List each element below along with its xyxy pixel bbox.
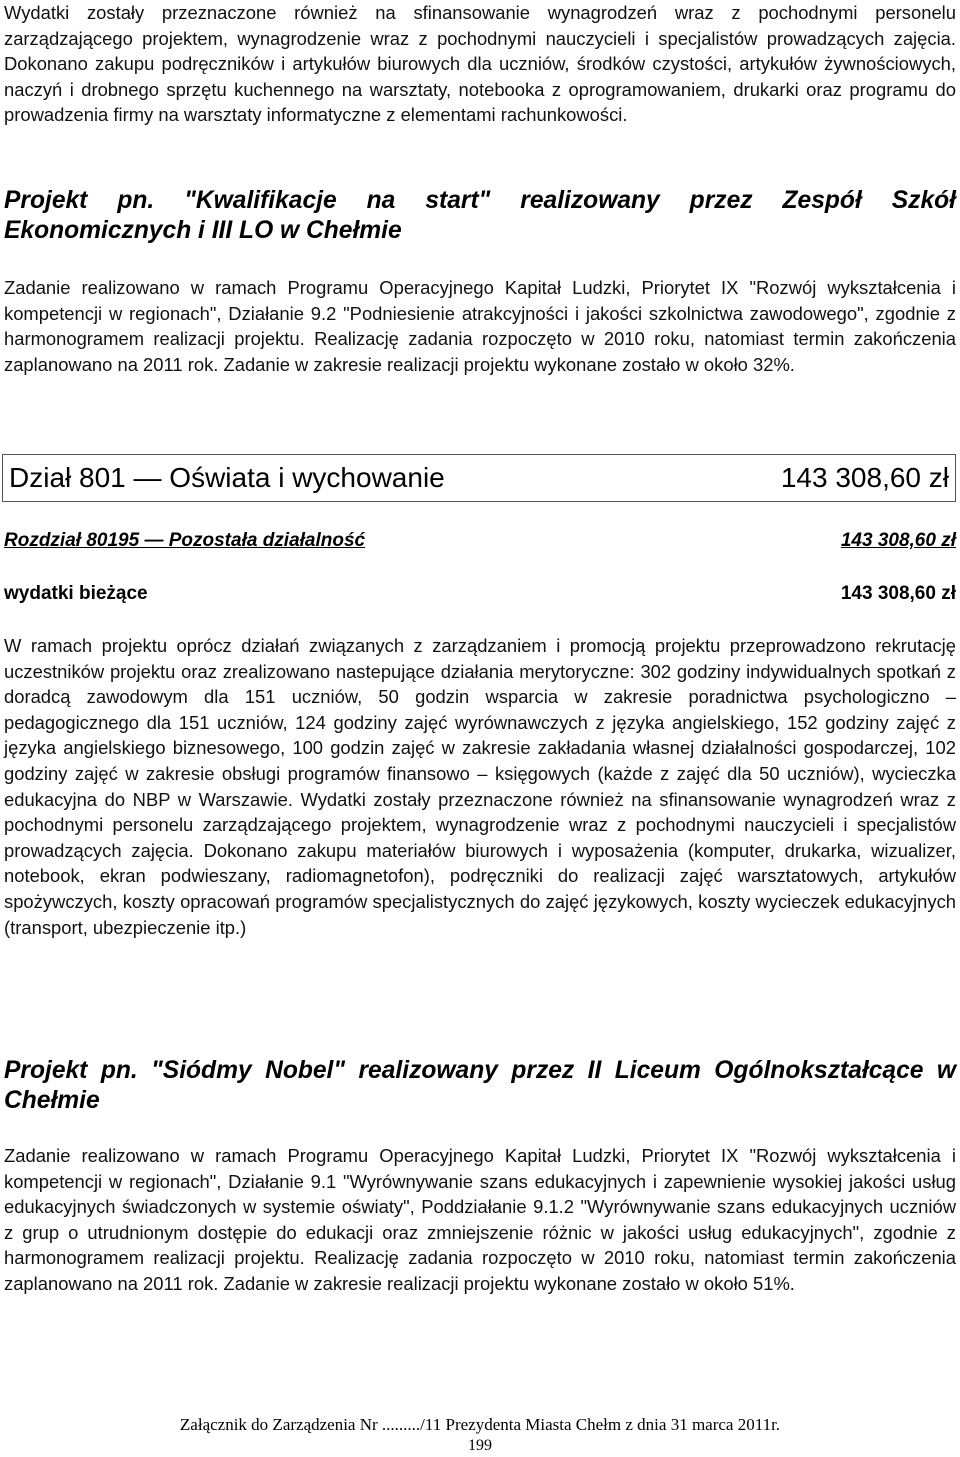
page-number: 199 [468, 1437, 492, 1454]
project-heading-kwalifikacje: Projekt pn. "Kwalifikacje na start" realizowany przez Zespół Szkół Ekonomicznych i III LO w Chełmie [4, 187, 956, 244]
rozdzial-row [4, 530, 956, 552]
rozdzial-label: Rozdział 80195 — Pozostała działalność [4, 530, 366, 551]
wydatki-label: wydatki bieżące [4, 583, 148, 604]
section-box-dzial-801 [2, 454, 956, 502]
wydatki-amount: 143 308,60 zł [840, 583, 956, 604]
paragraph-project-activities: W ramach projektu oprócz działań związanych z zarządzaniem i promocją projektu przeprowadzono rekrutację uczestników projektu oraz zrealizowano nastepujące działania merytoryczne: 302 godziny indywidualnych spotkań z doradcą zawodowym dla 151 uczniów, 50 godzin wsparcia w zakresie poradnictwa psychologiczno – pedagogicznego dla 151 uczniów, 124 godziny zajęć wyrównawczych z języka angielskiego, 152 godziny zajęć z języka angielskiego biznesowego, 100 godzin zajęć w zakresie zakładania własnej działalności gospodarczej, 102 godziny zajęć w zakresie obsługi programów finansowo – księgowych (każde z zajęć dla 50 uczniów), wycieczka edukacyjna do NBP w Warszawie. Wydatki zostały przeznaczone również na sfinansowanie wynagrodzeń wraz z pochodnymi personelu zarządzającego projektem, wynagrodzenie wraz z pochodnymi nauczycieli i specjalistów prowadzących zajęcia. Dokonano zakupu materiałów biurowych i wyposażenia (komputer, drukarka, wizualizer, notebook, ekran podwieszany, radiomagnetofon), podręczniki do realizacji zajęć warsztatowych, artykułów spożywczych, koszty opracowań programów specjalistycznych do zajęć językowych, koszty wycieczek edukacyjnych (transport, ubezpieczenie itp.) [4, 635, 956, 938]
paragraph-expenses-intro: Wydatki zostały przeznaczone również na sfinansowanie wynagrodzeń wraz z pochodnymi personelu zarządzającego projektem, wynagrodzenie wraz z pochodnymi nauczycieli i specjalistów prowadzących zajęcia. Dokonano zakupu podręczników i artykułów biurowych dla uczniów, środków czystości, artykułów żywnościowych, naczyń i drobnego sprzętu kuchennego na warsztaty, notebooka z oprogramowaniem, drukarki oraz programu do prowadzenia firmy na warsztaty informatyczne z elementami rachunkowości. [4, 2, 956, 126]
rozdzial-amount: 143 308,60 zł [840, 530, 956, 551]
paragraph-project-1-details: Zadanie realizowano w ramach Programu Operacyjnego Kapitał Ludzki, Priorytet IX "Rozwój wykształcenia i kompetencji w regionach", Działanie 9.2 "Podniesienie atrakcyjności i jakości szkolnictwa zawodowego", zgodnie z harmonogramem realizacji projektu. Realizację zadania rozpoczęto w 2010 roku, natomiast termin zakończenia zaplanowano na 2011 rok. Zadanie w zakresie realizacji projektu wykonane zostało w około 32%. [4, 277, 956, 375]
dzial-amount: 143 308,60 zł [780, 462, 949, 493]
project-heading-siodmy-nobel: Projekt pn. "Siódmy Nobel" realizowany przez II Liceum Ogólnokształcące w Chełmie [4, 1057, 956, 1114]
dzial-label: Dział 801 — Oświata i wychowanie [9, 462, 445, 493]
page-footer: Załącznik do Zarządzenia Nr ........./11 Prezydenta Miasta Chełm z dnia 31 marca 2011r. [179, 1415, 781, 1434]
paragraph-project-2-details: Zadanie realizowano w ramach Programu Operacyjnego Kapitał Ludzki, Priorytet IX "Rozwój wykształcenia i kompetencji w regionach", Działanie 9.1 "Wyrównywanie szans edukacyjnych i zapewnienie wysokiej jakości usług edukacyjnych świadczonych w systemie oświaty", Poddziałanie 9.1.2 "Wyrównywanie szans edukacyjnych uczniów z grup o utrudnionym dostępie do edukacji oraz zmniejszenie różnic w jakości usług edukacyjnych", zgodnie z harmonogramem realizacji projektu. Realizację zadania rozpoczęto w 2010 roku, natomiast termin zakończenia zaplanowano na 2011 rok. Zadanie w zakresie realizacji projektu wykonane zostało w około 51%. [4, 1145, 956, 1294]
wydatki-row [4, 583, 956, 605]
